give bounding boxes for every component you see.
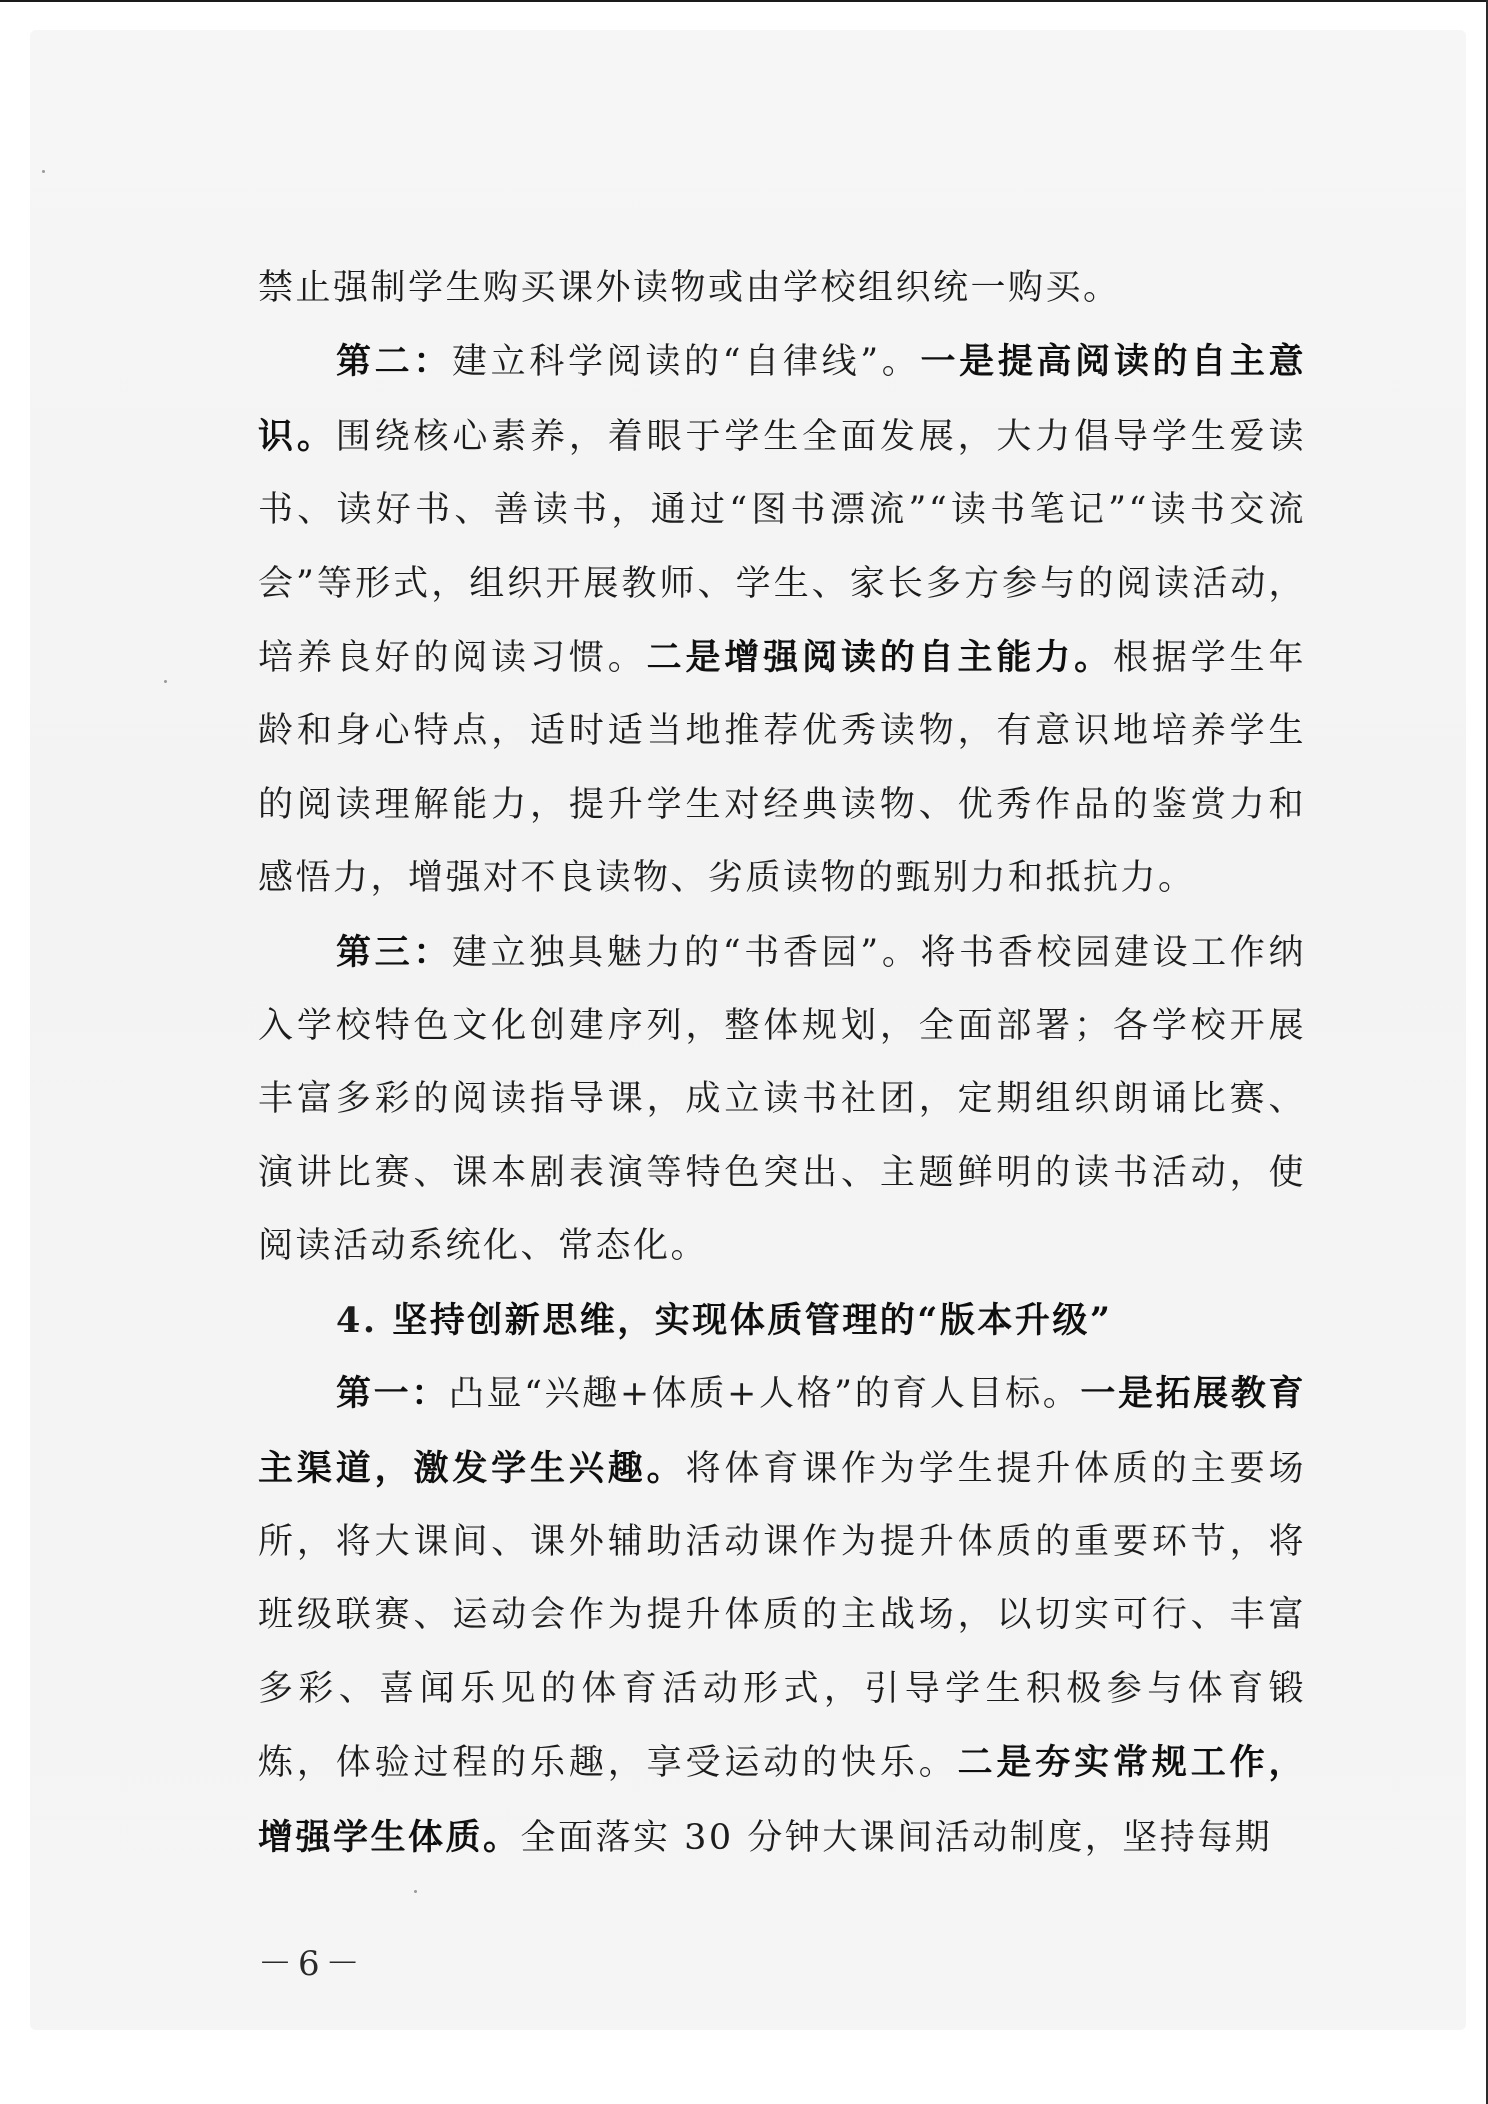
page-number: －6－ [258, 1944, 366, 1984]
paragraph [258, 252, 1306, 325]
bold-run: 第三： [336, 931, 453, 973]
bold-run: 坚持创新思维，实现体质管理的“版本升级” [392, 1299, 1113, 1341]
text-run: 4. [336, 1299, 393, 1341]
scan-border-top [0, 0, 1488, 2]
bold-run: 第二： [336, 341, 453, 383]
bold-run: 第一： [336, 1373, 449, 1415]
bold-run: 一是拓展教育主渠道，激发学生兴趣。 [258, 1373, 1306, 1489]
text-run: 建立独具魅力的“书香园”。将书香校园建设工作纳入学校特色文化创建序列，整体规划，全面部署；各学校开展丰富多彩的阅读指导课，成立读书社团，定期组织朗诵比赛、演讲比赛、课本剧表演等特色突出、主题鲜明的读书活动，使阅读活动系统化、常态化。 [258, 932, 1306, 1267]
text-run: 禁止强制学生购买课外读物或由学校组织统一购买。 [258, 268, 1121, 308]
paragraph [258, 325, 1306, 915]
bold-run: 一是提高阅读的自主意识。 [258, 341, 1306, 457]
bold-run: 二是夯实常规工作，增强学生体质。 [258, 1742, 1306, 1858]
paragraph [258, 916, 1306, 1284]
scan-speck [414, 1890, 417, 1893]
text-run: 凸显“兴趣+体质+人格”的育人目标。 [448, 1374, 1081, 1415]
scan-speck [42, 170, 45, 173]
text-run: 围绕核心素养，着眼于学生全面发展，大力倡导学生爱读书、读好书、善读书，通过“图书漂流”“读书笔记”“读书交流会”等形式，组织开展教师、学生、家长多方参与的阅读活动，培养良好的阅读习惯。 [258, 416, 1306, 679]
text-run: 将体育课作为学生提升体质的主要场所，将大课间、课外辅助活动课作为提升体质的重要环节，将班级联赛、运动会作为提升体质的主战场，以切实可行、丰富多彩、喜闻乐见的体育活动形式，引导学生积极参与体育锻炼，体验过程的乐趣，享受运动的快乐。 [258, 1448, 1306, 1784]
paragraph [258, 1357, 1306, 1875]
text-run: 根据学生年龄和身心特点，适时适当地推荐优秀读物，有意识地培养学生的阅读理解能力，提升学生对经典读物、优秀作品的鉴赏力和感悟力，增强对不良读物、劣质读物的甄别力和抵抗力。 [258, 638, 1306, 899]
document-body [258, 252, 1306, 1875]
text-run: 全面落实 30 分钟大课间活动制度，坚持每期 [520, 1817, 1273, 1858]
section-heading [258, 1284, 1306, 1357]
scan-speck [164, 680, 167, 683]
text-run: 建立科学阅读的“自律线”。 [452, 342, 921, 383]
bold-run: 二是增强阅读的自主能力。 [646, 637, 1114, 679]
